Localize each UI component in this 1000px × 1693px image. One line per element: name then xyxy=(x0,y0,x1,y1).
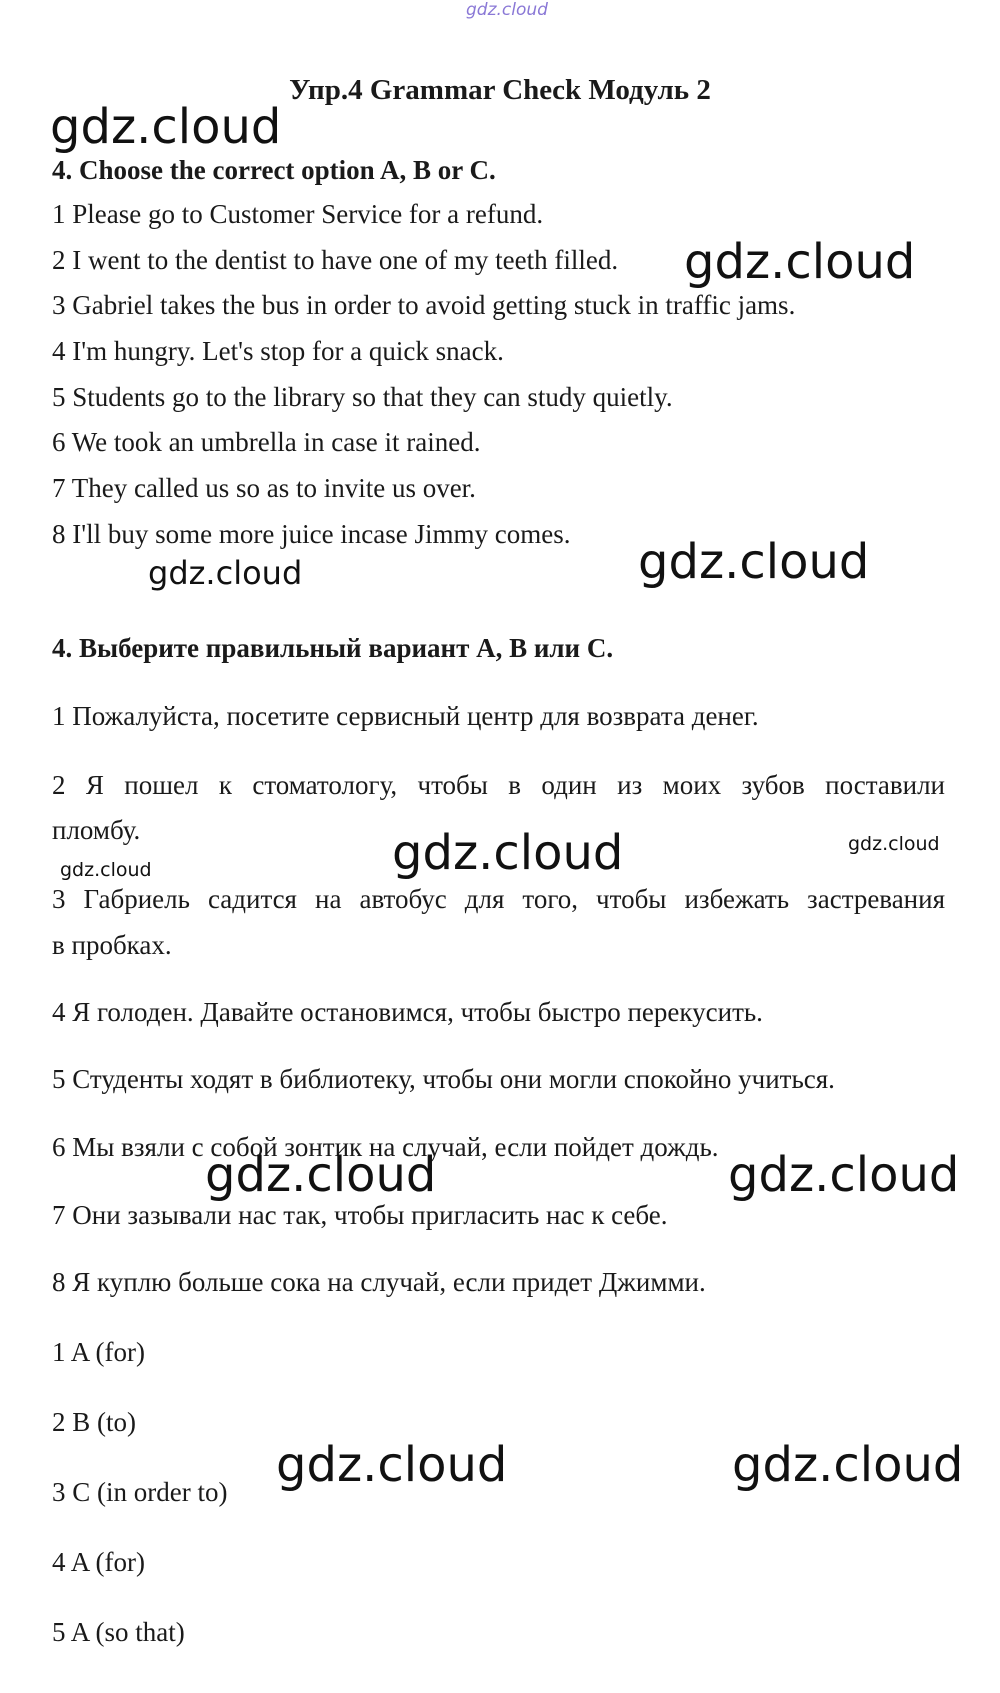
english-heading: 4. Choose the correct option A, B or C. xyxy=(52,155,496,185)
english-item: 6 We took an umbrella in case it rained. xyxy=(52,427,481,457)
answer-item: 2 B (to) xyxy=(52,1407,136,1437)
page-title: Упр.4 Grammar Check Модуль 2 xyxy=(289,74,711,106)
russian-heading: 4. Выберите правильный вариант А, В или С. xyxy=(52,633,614,663)
russian-item-continuation: пломбу. xyxy=(52,815,141,845)
watermark: gdz.cloud xyxy=(392,825,624,881)
russian-item: 7 Они зазывали нас так, чтобы пригласить нас к себе. xyxy=(52,1200,668,1230)
answer-item: 1 A (for) xyxy=(52,1337,145,1367)
watermark: gdz.cloud xyxy=(60,859,152,881)
answer-item: 4 A (for) xyxy=(52,1547,145,1577)
english-item: 5 Students go to the library so that they can study quietly. xyxy=(52,382,673,412)
russian-item-continuation: в пробках. xyxy=(52,930,172,960)
watermark: gdz.cloud xyxy=(638,534,870,590)
russian-item: 6 Мы взяли с собой зонтик на случай, если пойдет дождь. xyxy=(52,1132,719,1162)
answer-item: 3 C (in order to) xyxy=(52,1477,228,1507)
watermark: gdz.cloud xyxy=(732,1437,964,1493)
watermark: gdz.cloud xyxy=(148,554,303,592)
english-item: 1 Please go to Customer Service for a refund. xyxy=(52,199,544,229)
russian-item: 2 Я пошел к стоматологу, чтобы в один из моих зубов поставили xyxy=(52,770,945,800)
watermark: gdz.cloud xyxy=(205,1147,437,1203)
header-watermark: gdz.cloud xyxy=(466,0,548,20)
english-item: 3 Gabriel takes the bus in order to avoid getting stuck in traffic jams. xyxy=(52,290,796,320)
english-item: 2 I went to the dentist to have one of my teeth filled. xyxy=(52,245,619,275)
watermark: gdz.cloud xyxy=(276,1437,508,1493)
english-item: 7 They called us so as to invite us over. xyxy=(52,473,476,503)
russian-item: 5 Студенты ходят в библиотеку, чтобы они могли спокойно учиться. xyxy=(52,1064,835,1094)
watermark: gdz.cloud xyxy=(50,99,282,155)
russian-item: 4 Я голоден. Давайте остановимся, чтобы быстро перекусить. xyxy=(52,997,763,1027)
watermark: gdz.cloud xyxy=(728,1147,960,1203)
english-item: 4 I'm hungry. Let's stop for a quick snack. xyxy=(52,336,504,366)
watermark: gdz.cloud xyxy=(848,833,940,855)
russian-item: 8 Я куплю больше сока на случай, если придет Джимми. xyxy=(52,1267,706,1297)
watermark: gdz.cloud xyxy=(684,234,916,290)
russian-item: 1 Пожалуйста, посетите сервисный центр для возврата денег. xyxy=(52,701,759,731)
english-item: 8 I'll buy some more juice incase Jimmy comes. xyxy=(52,519,571,549)
answer-item: 5 A (so that) xyxy=(52,1617,185,1647)
russian-item: 3 Габриель садится на автобус для того, чтобы избежать застревания xyxy=(52,884,945,914)
